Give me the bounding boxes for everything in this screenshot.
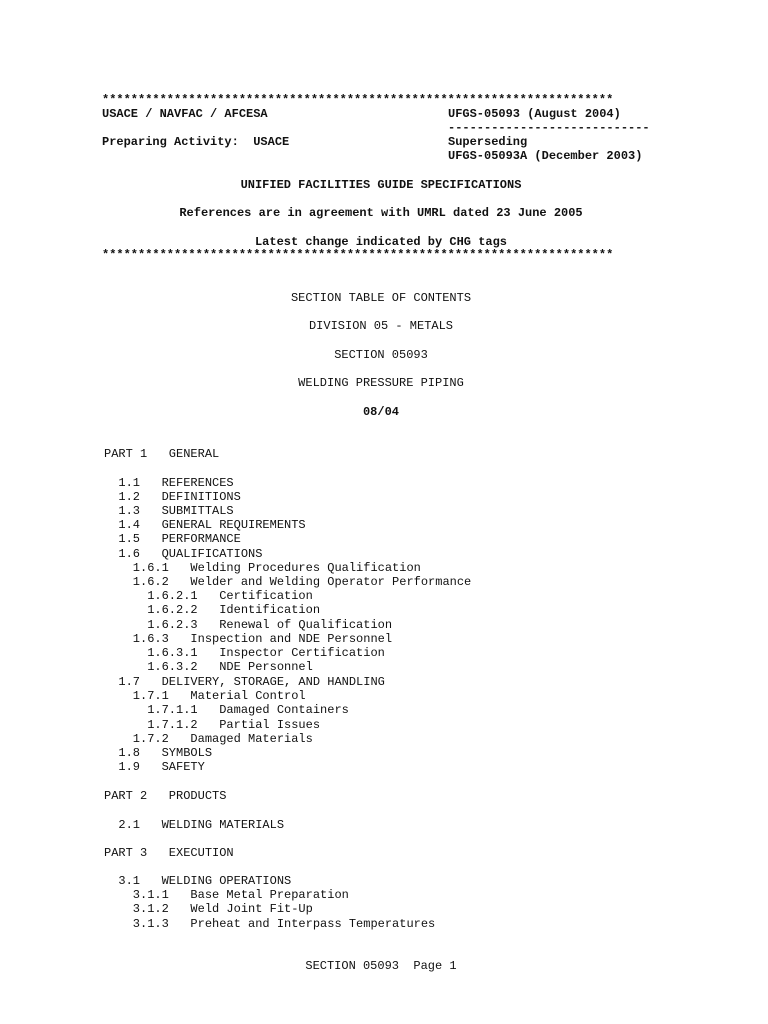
toc-entry: 1.6.2 Welder and Welding Operator Performance [104, 575, 472, 589]
toc-entry: 1.4 GENERAL REQUIREMENTS [104, 518, 306, 532]
spec-id: UFGS-05093 (August 2004) [448, 107, 621, 121]
latest-change-note: Latest change indicated by CHG tags [254, 235, 508, 249]
toc-entry: 2.1 WELDING MATERIALS [104, 818, 285, 832]
section-number: SECTION 05093 [334, 348, 428, 362]
toc-entry: 1.7.1.1 Damaged Containers [104, 703, 349, 717]
star-rule-bottom: *********************************************************************** [102, 248, 614, 262]
section-name: WELDING PRESSURE PIPING [298, 376, 464, 390]
page-footer: SECTION 05093 Page 1 [305, 959, 457, 973]
toc-entry: 1.6 QUALIFICATIONS [104, 547, 263, 561]
toc-entry: 1.7.1.2 Partial Issues [104, 718, 321, 732]
toc-entry: 3.1.2 Weld Joint Fit-Up [104, 902, 313, 916]
toc-entry: 1.1 REFERENCES [104, 476, 234, 490]
section-date: 08/04 [362, 405, 399, 419]
star-rule-top: *********************************************************************** [102, 93, 614, 107]
toc-entry: 1.6.3.1 Inspector Certification [104, 646, 385, 660]
ufgs-title: UNIFIED FACILITIES GUIDE SPECIFICATIONS [240, 178, 522, 192]
superseded-spec: UFGS-05093A (December 2003) [448, 149, 643, 163]
references-note: References are in agreement with UMRL dated 23 June 2005 [179, 206, 583, 220]
toc-part-1: PART 1 GENERAL [104, 447, 220, 461]
toc-entry: 1.6.2.2 Identification [104, 603, 321, 617]
toc-entry: 1.8 SYMBOLS [104, 746, 213, 760]
toc-entry: 1.5 PERFORMANCE [104, 532, 241, 546]
toc-entry: 1.9 SAFETY [104, 760, 205, 774]
toc-entry: 1.7.1 Material Control [104, 689, 306, 703]
toc-entry: 1.6.1 Welding Procedures Qualification [104, 561, 421, 575]
toc-entry: 1.6.2.3 Renewal of Qualification [104, 618, 393, 632]
toc-heading: SECTION TABLE OF CONTENTS [290, 291, 472, 305]
toc-entry: 1.6.2.1 Certification [104, 589, 313, 603]
toc-entry: 1.6.3.2 NDE Personnel [104, 660, 313, 674]
toc-entry: 1.2 DEFINITIONS [104, 490, 241, 504]
toc-part-3: PART 3 EXECUTION [104, 846, 234, 860]
toc-entry: 1.7.2 Damaged Materials [104, 732, 313, 746]
toc-entry: 3.1.1 Base Metal Preparation [104, 888, 349, 902]
toc-entry: 1.3 SUBMITTALS [104, 504, 234, 518]
toc-entry: 3.1 WELDING OPERATIONS [104, 874, 292, 888]
org-line: USACE / NAVFAC / AFCESA [102, 107, 268, 121]
toc-part-2: PART 2 PRODUCTS [104, 789, 227, 803]
preparing-activity: Preparing Activity: USACE [102, 135, 290, 149]
superseding-label: Superseding [448, 135, 528, 149]
toc-entry: 3.1.3 Preheat and Interpass Temperatures [104, 917, 436, 931]
toc-entry: 1.7 DELIVERY, STORAGE, AND HANDLING [104, 675, 385, 689]
division-title: DIVISION 05 - METALS [308, 319, 454, 333]
dash-rule: ---------------------------- [448, 121, 650, 135]
toc-entry: 1.6.3 Inspection and NDE Personnel [104, 632, 393, 646]
